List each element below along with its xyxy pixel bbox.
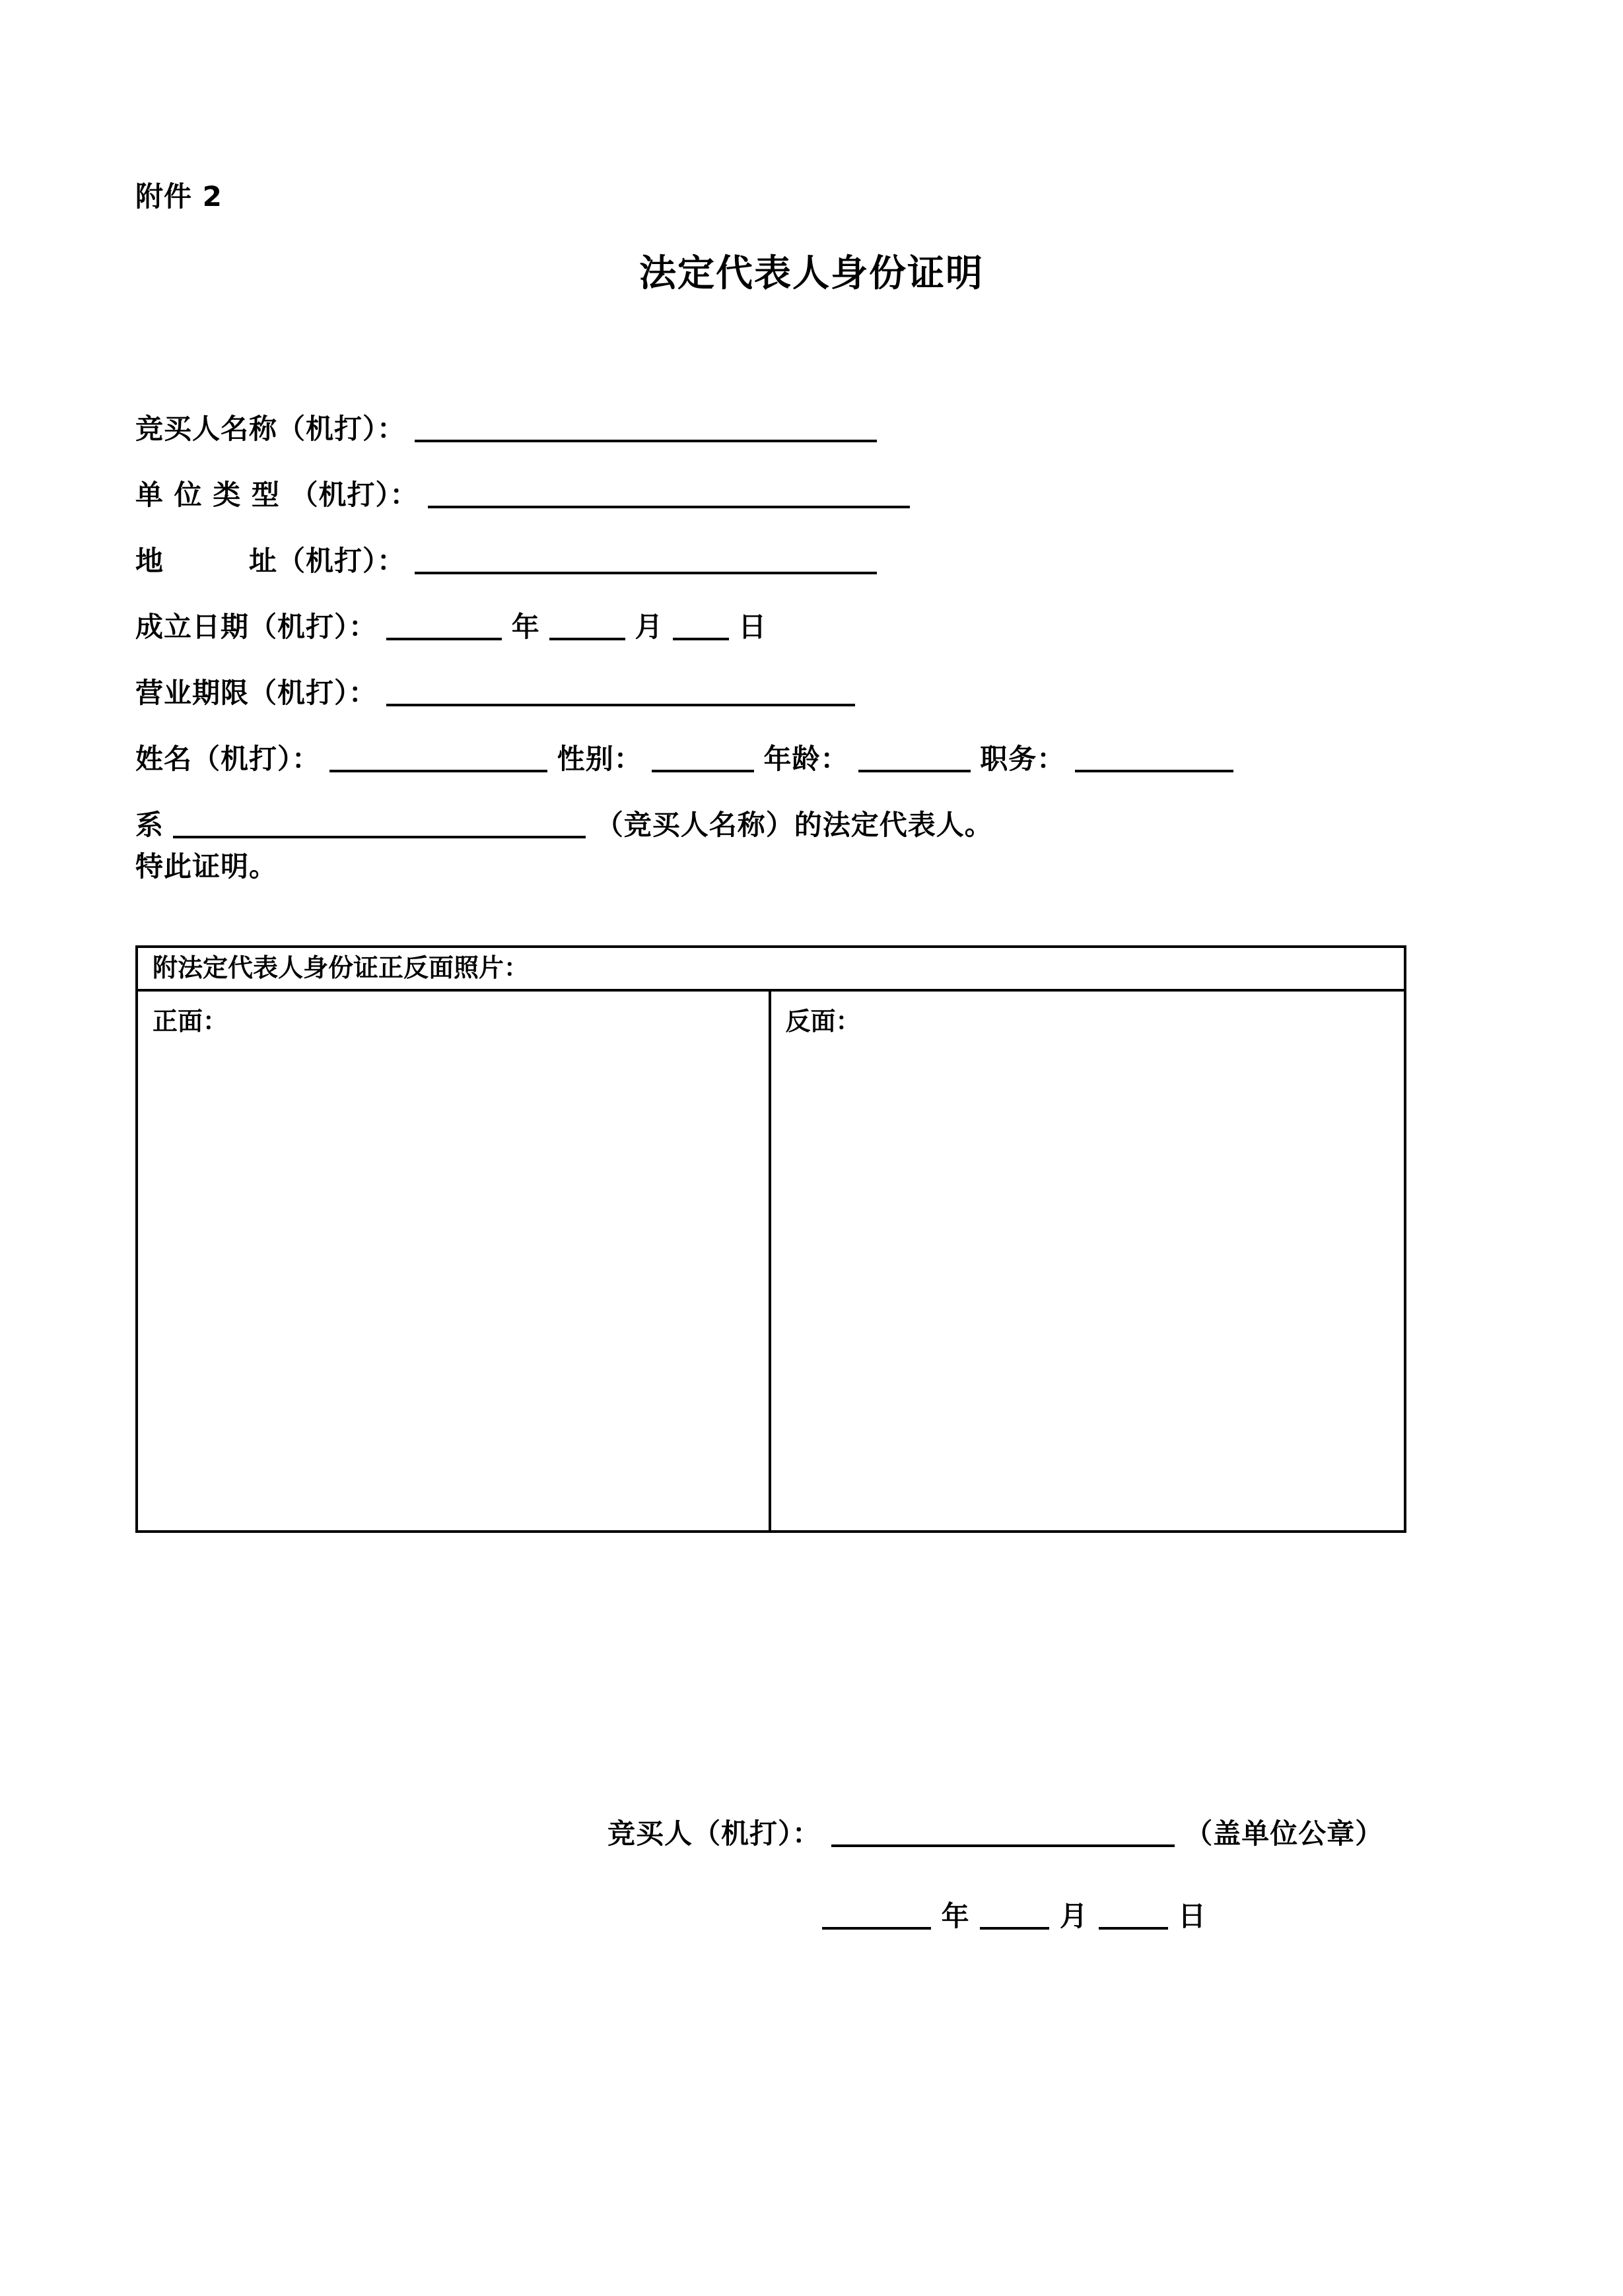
field-person-name-blank[interactable] [329,745,547,772]
field-relation [135,792,1489,858]
field-establish-day-blank[interactable] [673,613,729,640]
field-person-info [135,726,1489,792]
id-photo-box [135,945,1406,1533]
field-unit-type [135,462,1489,528]
field-bidder-name-blank[interactable] [415,415,877,442]
field-unit-type-label: 单 位 类 型 （机打）： [135,479,419,511]
attachment-label: 附件 2 [135,180,223,213]
field-unit-type-blank[interactable] [428,481,910,508]
id-photo-cells [138,992,1404,1530]
field-address-label: 地 址（机打）： [135,545,406,577]
field-bidder-name-label: 竞买人名称（机打）： [135,413,406,445]
field-establish-year-unit: 年 [511,611,540,643]
footer-year-unit: 年 [941,1900,970,1932]
field-establish-date [135,594,1489,660]
field-relation-prefix: 系 [135,809,164,841]
footer-year-blank[interactable] [822,1902,931,1930]
page-title: 法定代表人身份证明 [639,252,984,295]
field-address-blank[interactable] [415,547,877,574]
footer-seal-note: （盖单位公章） [1185,1817,1384,1850]
id-photo-box-header: 附法定代表人身份证正反面照片： [138,948,1404,992]
footer-day-blank[interactable] [1099,1902,1168,1930]
field-establish-year-blank[interactable] [386,613,502,640]
field-gender-blank[interactable] [652,745,754,772]
id-photo-front-label: 正面： [153,1007,228,1036]
footer-bidder-label: 竞买人（机打）： [607,1817,821,1850]
field-position-label: 职务： [980,743,1066,775]
field-relation-suffix: （竞买人名称）的法定代表人。 [595,809,993,841]
field-relation-blank[interactable] [173,811,586,838]
field-establish-month-unit: 月 [635,611,664,643]
footer-day-unit: 日 [1178,1900,1207,1932]
id-photo-back-cell[interactable] [771,992,1404,1530]
field-business-term-label: 营业期限（机打）： [135,677,378,709]
footer-month-unit: 月 [1059,1900,1088,1932]
field-age-blank[interactable] [858,745,971,772]
field-address [135,528,1489,594]
footer-bidder-blank[interactable] [831,1819,1175,1847]
field-bidder-name [135,396,1489,462]
id-photo-front-cell[interactable] [138,992,771,1530]
field-person-name-label: 姓名（机打）： [135,743,321,775]
field-establish-day-unit: 日 [738,611,767,643]
footer-date [822,1895,1206,1934]
field-business-term [135,660,1489,726]
field-establish-date-label: 成立日期（机打）： [135,611,378,643]
field-age-label: 年龄： [763,743,849,775]
field-business-term-blank[interactable] [386,679,855,706]
field-gender-label: 性别： [557,743,642,775]
footer-month-blank[interactable] [980,1902,1049,1930]
form-fields [135,396,1489,858]
field-establish-month-blank[interactable] [549,613,625,640]
certify-text: 特此证明。 [135,850,278,883]
id-photo-back-label: 反面： [785,1007,861,1036]
footer-bidder-signature [607,1812,1383,1852]
field-position-blank[interactable] [1075,745,1233,772]
